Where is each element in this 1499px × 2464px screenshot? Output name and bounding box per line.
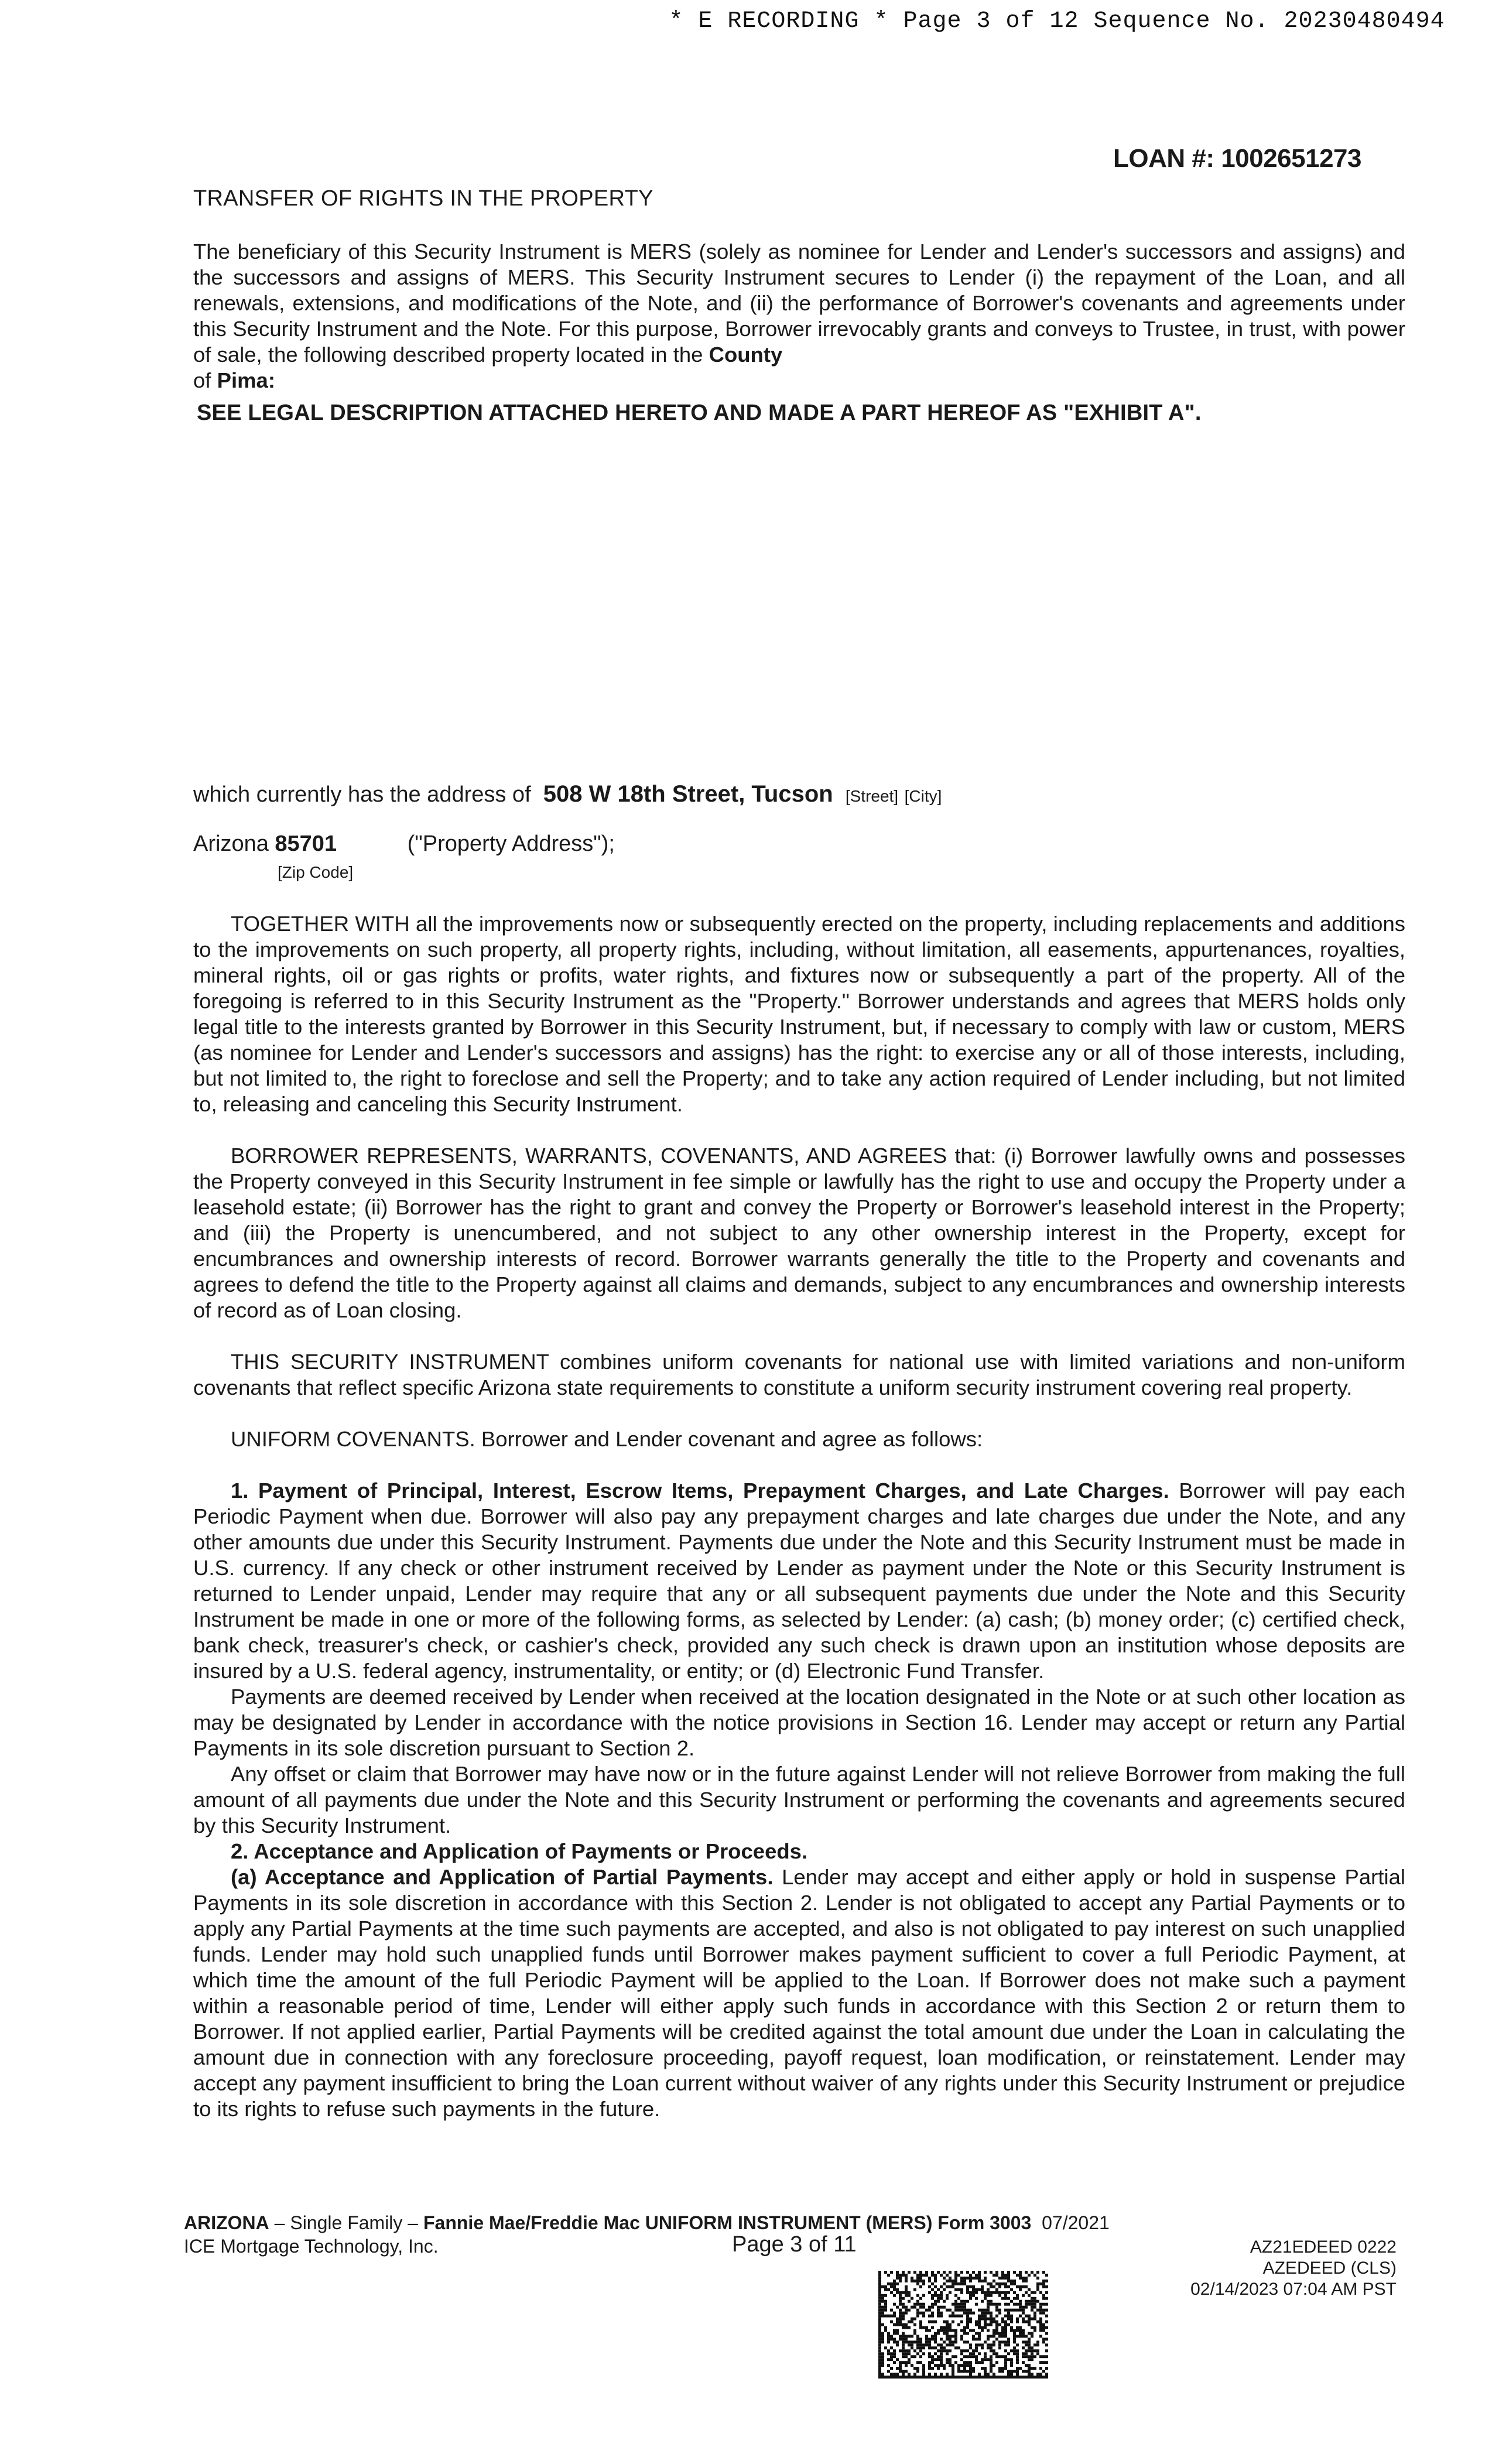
address-street-city: 508 W 18th Street, Tucson [543, 781, 833, 807]
footer-form-name: Fannie Mae/Freddie Mac UNIFORM INSTRUMENT (MERS) Form 3003 [423, 2212, 1032, 2233]
this-security-paragraph: THIS SECURITY INSTRUMENT combines uniform covenants for national use with limited variations and non-uniform covenants that reflect specific Arizona state requirements to constitute a uniform security instrument covering real property. [193, 1350, 1405, 1399]
property-address-label: ("Property Address"); [407, 831, 615, 856]
footer-form-type: – Single Family – [274, 2212, 419, 2233]
recording-header-text: * E RECORDING * Page 3 of 12 Sequence No. 20230480494 [669, 8, 1445, 35]
street-caption: [Street] [845, 787, 899, 805]
borrower-represents-paragraph: BORROWER REPRESENTS, WARRANTS, COVENANTS, AND AGREES that: (i) Borrower lawfully owns and possesses the Property conveyed in this Security Instrument in fee simple or lawfully has the right to use and occupy the Property under a leasehold estate; (ii) Borrower has the right to grant and convey the Property or Borrower's leasehold interest in the Property; and (iii) the Property is unencumbered, and not subject to any other ownership interest in the Property, except for encumbrances and ownership interests of record. Borrower warrants generally the title to the Property and covenants and agrees to defend the title to the Property against all claims and demands, subject to any encumbrances and ownership interests of record as of Loan closing. [193, 1144, 1405, 1322]
footer-code-2: AZEDEED (CLS) [1262, 2258, 1397, 2278]
footer-timestamp: 02/14/2023 07:04 AM PST [1190, 2280, 1397, 2299]
section-2a-heading: (a) Acceptance and Application of Partial Payments. [231, 1865, 774, 1889]
section-1-paragraph [193, 1478, 1405, 1684]
section-title: TRANSFER OF RIGHTS IN THE PROPERTY [193, 186, 653, 211]
section-2-heading-text: 2. Acceptance and Application of Payments or Proceeds. [231, 1839, 808, 1863]
footer-vendor: ICE Mortgage Technology, Inc. [184, 2236, 439, 2257]
footer-form-info [184, 2211, 1110, 2258]
recording-header [0, 8, 1499, 35]
loan-number [1113, 144, 1361, 173]
uniform-covenants-paragraph: UNIFORM COVENANTS. Borrower and Lender covenant and agree as follows: [231, 1427, 983, 1451]
footer-code-1: AZ21EDEED 0222 [1250, 2237, 1397, 2257]
loan-number-label: LOAN #: [1113, 144, 1214, 173]
datamatrix-barcode [878, 2271, 1048, 2379]
jurisdiction-name: Pima: [217, 368, 276, 392]
jurisdiction-of-label: of [193, 368, 211, 392]
footer-form-date: 07/2021 [1042, 2212, 1110, 2233]
section-2-heading [193, 1839, 1405, 1864]
zip-caption: [Zip Code] [278, 863, 354, 881]
section-1-heading: 1. Payment of Principal, Interest, Escrow Items, Prepayment Charges, and Late Charges. [231, 1479, 1169, 1503]
payments-deemed-paragraph: Payments are deemed received by Lender when received at the location designated in the Note or at such other location as may be designated by Lender in accordance with the notice provisions in Section 16. Lender may accept or return any Partial Payments in its sole discretion pursuant to Section 2. [193, 1685, 1405, 1760]
footer-codes [1190, 2237, 1397, 2300]
loan-number-value: 1002651273 [1221, 144, 1361, 173]
section-2a-text: Lender may accept and either apply or hold in suspense Partial Payments in its sole discretion in accordance with this Section 2. Lender is not obligated to accept any Partial Payments or to apply any Partial Payments at the time such payments are accepted, and also is not obligated to pay interest on such unapplied funds. Lender may hold such unapplied funds until Borrower makes payment sufficient to cover a full Periodic Payment, at which time the amount of the full Periodic Payment will be applied to the Loan. If Borrower does not make such a payment within a reasonable period of time, Lender will either apply such funds in accordance with this Section 2 or return them to Borrower. If not applied earlier, Partial Payments will be credited against the total amount due under the Loan in calculating the amount due in connection with any foreclosure proceeding, payoff request, loan modification, or reinstatement. Lender may accept any payment insufficient to bring the Loan current without waiver of any rights under this Security Instrument or prejudice to its rights to refuse such payments in the future. [193, 1865, 1405, 2121]
address-state: Arizona [193, 831, 269, 856]
section-1-text: Borrower will pay each Periodic Payment when due. Borrower will also pay any prepayment charges and late charges due under the Note, and any other amounts due under this Security Instrument. Payments due under the Note and this Security Instrument must be made in U.S. currency. If any check or other instrument received by Lender as payment under the Note or this Security Instrument is returned to Lender unpaid, Lender may require that any or all subsequent payments due under the Note and this Security Instrument be made in one or more of the following forms, as selected by Lender: (a) cash; (b) money order; (c) certified check, bank check, treasurer's check, or cashier's check, provided any such check is drawn upon an institution whose deposits are insured by a U.S. federal agency, instrumentality, or entity; or (d) Electronic Fund Transfer. [193, 1479, 1405, 1683]
section-2a-paragraph [193, 1864, 1405, 2122]
main-covenants [193, 911, 1405, 2122]
jurisdiction-type: County [709, 343, 783, 367]
footer-page-number: Page 3 of 11 [732, 2232, 857, 2257]
address-zip: 85701 [275, 831, 337, 856]
legal-description: SEE LEGAL DESCRIPTION ATTACHED HERETO AND MADE A PART HEREOF AS "EXHIBIT A". [197, 401, 1202, 425]
footer-state: ARIZONA [184, 2212, 269, 2233]
property-address-line [193, 781, 942, 807]
state-zip-line [193, 831, 615, 857]
address-intro: which currently has the address of [193, 782, 531, 807]
transfer-paragraph [193, 239, 1405, 393]
offset-paragraph: Any offset or claim that Borrower may have now or in the future against Lender will not relieve Borrower from making the full amount of all payments due under the Note and this Security Instrument or performing the covenants and agreements secured by this Security Instrument. [193, 1762, 1405, 1837]
city-caption: [City] [904, 787, 942, 805]
together-with-paragraph: TOGETHER WITH all the improvements now or subsequently erected on the property, including replacements and additions to the improvements on such property, all property rights, including, without limitation, all easements, appurtenances, royalties, mineral rights, oil or gas rights or profits, water rights, and fixtures now or subsequently a part of the property. All of the foregoing is referred to in this Security Instrument as the "Property." Borrower understands and agrees that MERS holds only legal title to the interests granted by Borrower in this Security Instrument, but, if necessary to comply with law or custom, MERS (as nominee for Lender and Lender's successors and assigns) has the right: to exercise any or all of those interests, including, but not limited to, the right to foreclose and sell the Property; and to take any action required of Lender including, but not limited to, releasing and canceling this Security Instrument. [193, 912, 1405, 1116]
transfer-paragraph-text: The beneficiary of this Security Instrument is MERS (solely as nominee for Lender and Lender's successors and assigns) and the successors and assigns of MERS. This Security Instrument secures to Lender (i) the repayment of the Loan, and all renewals, extensions, and modifications of the Note, and (ii) the performance of Borrower's covenants and agreements under this Security Instrument and the Note. For this purpose, Borrower irrevocably grants and conveys to Trustee, in trust, with power of sale, the following described property located in the [193, 239, 1405, 367]
